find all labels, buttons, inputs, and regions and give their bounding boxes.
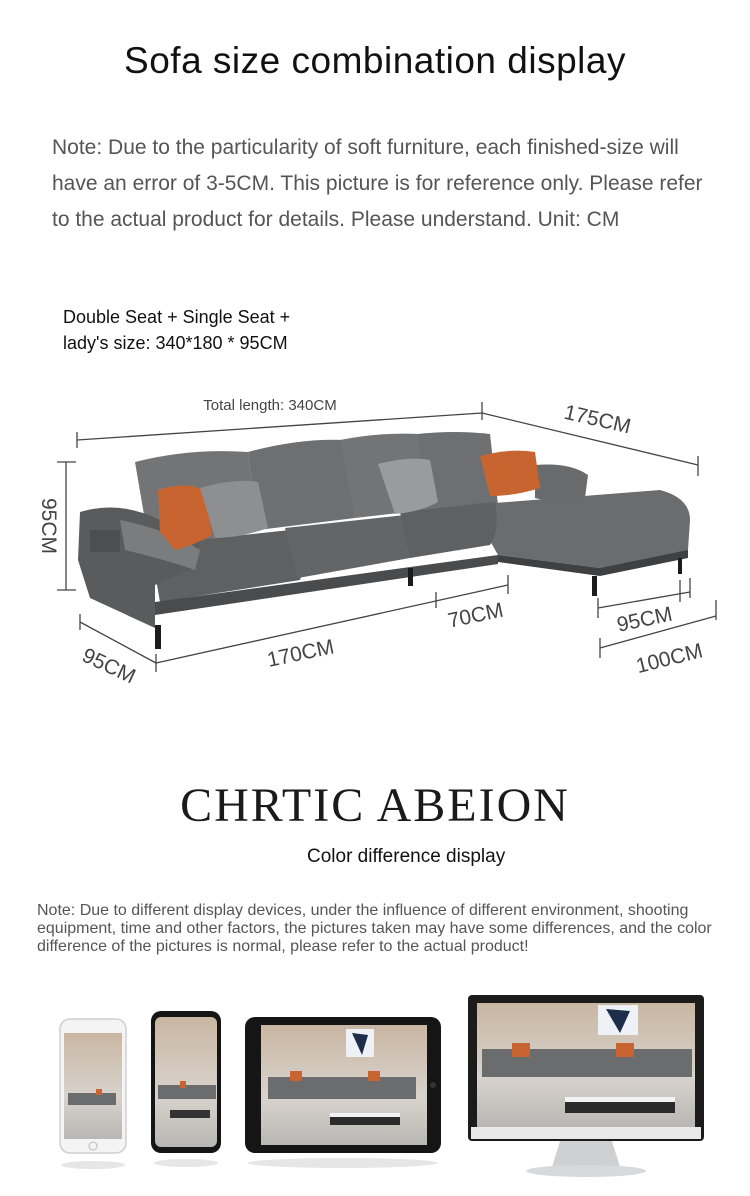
depth-label: 95CM (78, 643, 139, 689)
combination-line-1: Double Seat + Single Seat + (63, 307, 291, 327)
tablet-device (245, 1017, 441, 1168)
height-label: 95CM (37, 497, 60, 555)
color-difference-note: Note: Due to different display devices, under the influence of different environment, shooting equipment, time and other factors, the pictures taken may have some differences, and the color difference of the pictures is normal, please refer to the actual product! (37, 902, 712, 955)
chaise-length-label: 175CM (561, 400, 634, 439)
display-devices-illustration (0, 985, 750, 1190)
size-note: Note: Due to the particularity of soft furniture, each finished-size will have an error of 3-5CM. This picture is for reference only. Please refer to the actual product for details. Please understand. Unit: CM (52, 136, 703, 231)
sofa-dimension-diagram (0, 380, 750, 700)
chaise-width-label: 95CM (614, 602, 675, 637)
color-difference-subtitle: Color difference display (307, 846, 506, 867)
double-seat-length-label: 170CM (265, 635, 337, 672)
white-phone-device (60, 1019, 126, 1169)
total-length-label: Total length: 340CM (203, 397, 337, 414)
chaise-outer-label: 100CM (633, 639, 706, 679)
single-seat-length-label: 70CM (445, 598, 506, 633)
combination-line-2: lady's size: 340*180 * 95CM (63, 333, 288, 353)
brand-logo: CHRTIC ABEION (180, 779, 570, 832)
black-phone-device (151, 1011, 221, 1167)
monitor-device (468, 995, 704, 1177)
combination-size-label (63, 304, 290, 356)
page-title: Sofa size combination display (124, 40, 626, 81)
